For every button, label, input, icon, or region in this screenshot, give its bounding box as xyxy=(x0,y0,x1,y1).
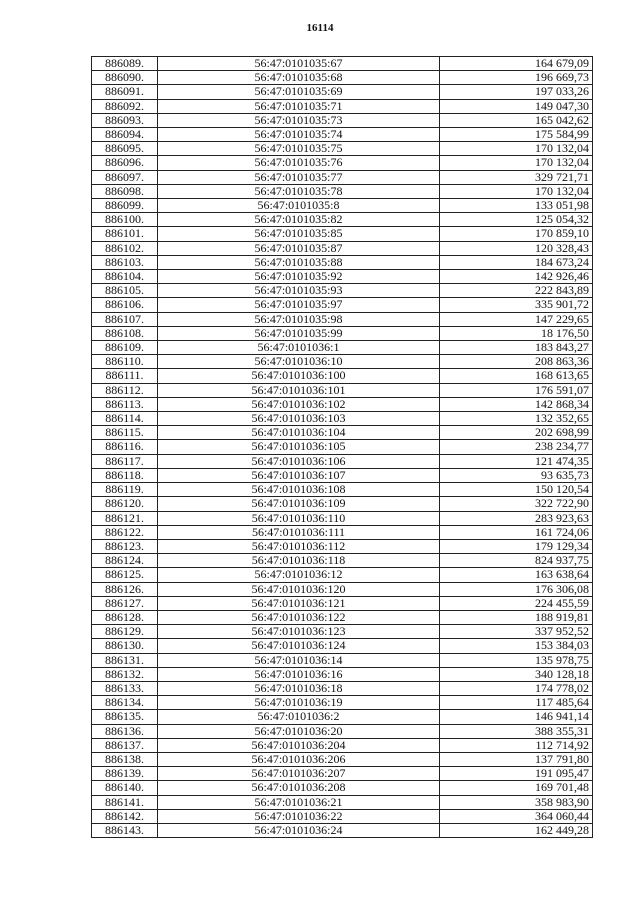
cadastral-value-cell: 188 919,81 xyxy=(440,610,593,624)
table-row xyxy=(92,681,593,695)
cadastral-value-cell: 163 638,64 xyxy=(440,568,593,582)
cadastral-value-cell: 202 698,99 xyxy=(440,426,593,440)
cadastral-value-cell: 147 229,65 xyxy=(440,312,593,326)
row-number-cell: 886100. xyxy=(92,213,158,227)
row-number-cell: 886139. xyxy=(92,767,158,781)
cadastral-value-cell: 142 868,34 xyxy=(440,397,593,411)
row-number-cell: 886112. xyxy=(92,383,158,397)
table-row xyxy=(92,369,593,383)
cadastral-number-cell: 56:47:0101036:16 xyxy=(158,667,440,681)
cadastral-value-cell: 197 033,26 xyxy=(440,85,593,99)
table-row xyxy=(92,284,593,298)
table-row xyxy=(92,539,593,553)
cadastral-number-cell: 56:47:0101036:22 xyxy=(158,809,440,823)
cadastral-number-cell: 56:47:0101036:118 xyxy=(158,554,440,568)
cadastral-value-cell: 137 791,80 xyxy=(440,752,593,766)
cadastral-value-cell: 824 937,75 xyxy=(440,554,593,568)
cadastral-value-cell: 168 613,65 xyxy=(440,369,593,383)
cadastral-value-cell: 191 095,47 xyxy=(440,767,593,781)
row-number-cell: 886143. xyxy=(92,823,158,837)
table-row xyxy=(92,511,593,525)
cadastral-number-cell: 56:47:0101036:101 xyxy=(158,383,440,397)
cadastral-value-cell: 133 051,98 xyxy=(440,199,593,213)
table-row xyxy=(92,184,593,198)
cadastral-number-cell: 56:47:0101036:122 xyxy=(158,610,440,624)
cadastral-value-cell: 170 132,04 xyxy=(440,142,593,156)
row-number-cell: 886093. xyxy=(92,113,158,127)
cadastral-number-cell: 56:47:0101035:85 xyxy=(158,227,440,241)
cadastral-number-cell: 56:47:0101035:78 xyxy=(158,184,440,198)
row-number-cell: 886141. xyxy=(92,795,158,809)
table-row xyxy=(92,653,593,667)
cadastral-number-cell: 56:47:0101036:20 xyxy=(158,724,440,738)
cadastral-value-cell: 120 328,43 xyxy=(440,241,593,255)
cadastral-number-cell: 56:47:0101035:93 xyxy=(158,284,440,298)
cadastral-number-cell: 56:47:0101036:121 xyxy=(158,596,440,610)
cadastral-number-cell: 56:47:0101035:76 xyxy=(158,156,440,170)
table-row xyxy=(92,781,593,795)
row-number-cell: 886097. xyxy=(92,170,158,184)
cadastral-value-cell: 170 132,04 xyxy=(440,156,593,170)
row-number-cell: 886113. xyxy=(92,397,158,411)
cadastral-number-cell: 56:47:0101035:75 xyxy=(158,142,440,156)
row-number-cell: 886142. xyxy=(92,809,158,823)
cadastral-number-cell: 56:47:0101036:100 xyxy=(158,369,440,383)
cadastral-value-cell: 93 635,73 xyxy=(440,468,593,482)
cadastral-number-cell: 56:47:0101036:108 xyxy=(158,483,440,497)
cadastral-value-cell: 183 843,27 xyxy=(440,341,593,355)
row-number-cell: 886140. xyxy=(92,781,158,795)
cadastral-number-cell: 56:47:0101036:21 xyxy=(158,795,440,809)
table-row xyxy=(92,85,593,99)
cadastral-value-cell: 162 449,28 xyxy=(440,823,593,837)
table-row xyxy=(92,412,593,426)
table-row xyxy=(92,525,593,539)
cadastral-value-cell: 112 714,92 xyxy=(440,738,593,752)
table-row xyxy=(92,255,593,269)
table-row xyxy=(92,312,593,326)
cadastral-number-cell: 56:47:0101036:104 xyxy=(158,426,440,440)
table-row xyxy=(92,113,593,127)
cadastral-value-cell: 169 701,48 xyxy=(440,781,593,795)
cadastral-number-cell: 56:47:0101035:71 xyxy=(158,99,440,113)
cadastral-value-cell: 196 669,73 xyxy=(440,71,593,85)
table-row xyxy=(92,667,593,681)
table-row xyxy=(92,596,593,610)
table-row xyxy=(92,610,593,624)
cadastral-value-cell: 18 176,50 xyxy=(440,326,593,340)
row-number-cell: 886121. xyxy=(92,511,158,525)
cadastral-value-cell: 337 952,52 xyxy=(440,625,593,639)
table-row xyxy=(92,227,593,241)
table-row xyxy=(92,767,593,781)
cadastral-number-cell: 56:47:0101036:123 xyxy=(158,625,440,639)
table-row xyxy=(92,199,593,213)
row-number-cell: 886137. xyxy=(92,738,158,752)
table-row xyxy=(92,326,593,340)
table-row xyxy=(92,156,593,170)
row-number-cell: 886111. xyxy=(92,369,158,383)
cadastral-number-cell: 56:47:0101035:73 xyxy=(158,113,440,127)
table-row xyxy=(92,355,593,369)
cadastral-value-cell: 121 474,35 xyxy=(440,454,593,468)
cadastral-number-cell: 56:47:0101036:206 xyxy=(158,752,440,766)
table-row xyxy=(92,483,593,497)
table-row xyxy=(92,710,593,724)
row-number-cell: 886114. xyxy=(92,412,158,426)
cadastral-value-cell: 322 722,90 xyxy=(440,497,593,511)
cadastral-number-cell: 56:47:0101036:24 xyxy=(158,823,440,837)
cadastral-number-cell: 56:47:0101036:109 xyxy=(158,497,440,511)
cadastral-value-cell: 117 485,64 xyxy=(440,696,593,710)
row-number-cell: 886123. xyxy=(92,539,158,553)
table-row xyxy=(92,241,593,255)
table-row xyxy=(92,738,593,752)
row-number-cell: 886102. xyxy=(92,241,158,255)
cadastral-number-cell: 56:47:0101036:106 xyxy=(158,454,440,468)
row-number-cell: 886117. xyxy=(92,454,158,468)
cadastral-number-cell: 56:47:0101035:82 xyxy=(158,213,440,227)
cadastral-value-cell: 135 978,75 xyxy=(440,653,593,667)
cadastral-number-cell: 56:47:0101036:112 xyxy=(158,539,440,553)
table-row xyxy=(92,142,593,156)
table-row xyxy=(92,213,593,227)
table-row xyxy=(92,696,593,710)
cadastral-value-cell: 125 054,32 xyxy=(440,213,593,227)
table-row xyxy=(92,625,593,639)
row-number-cell: 886127. xyxy=(92,596,158,610)
table-row xyxy=(92,128,593,142)
row-number-cell: 886116. xyxy=(92,440,158,454)
table-row xyxy=(92,468,593,482)
row-number-cell: 886135. xyxy=(92,710,158,724)
cadastral-value-cell: 132 352,65 xyxy=(440,412,593,426)
table-row xyxy=(92,454,593,468)
table-row xyxy=(92,568,593,582)
row-number-cell: 886133. xyxy=(92,681,158,695)
cadastral-value-cell: 222 843,89 xyxy=(440,284,593,298)
cadastral-value-cell: 364 060,44 xyxy=(440,809,593,823)
cadastral-value-cell: 149 047,30 xyxy=(440,99,593,113)
table-row xyxy=(92,823,593,837)
cadastral-number-cell: 56:47:0101036:107 xyxy=(158,468,440,482)
cadastral-number-cell: 56:47:0101036:120 xyxy=(158,582,440,596)
cadastral-number-cell: 56:47:0101036:102 xyxy=(158,397,440,411)
cadastral-value-cell: 170 859,10 xyxy=(440,227,593,241)
table-row xyxy=(92,298,593,312)
cadastral-number-cell: 56:47:0101036:1 xyxy=(158,341,440,355)
row-number-cell: 886104. xyxy=(92,270,158,284)
cadastral-number-cell: 56:47:0101035:67 xyxy=(158,57,440,71)
cadastral-value-cell: 238 234,77 xyxy=(440,440,593,454)
row-number-cell: 886091. xyxy=(92,85,158,99)
cadastral-value-cell: 146 941,14 xyxy=(440,710,593,724)
cadastral-number-cell: 56:47:0101035:74 xyxy=(158,128,440,142)
table-row xyxy=(92,497,593,511)
cadastral-number-cell: 56:47:0101035:98 xyxy=(158,312,440,326)
row-number-cell: 886106. xyxy=(92,298,158,312)
table-row xyxy=(92,795,593,809)
cadastral-value-cell: 208 863,36 xyxy=(440,355,593,369)
row-number-cell: 886118. xyxy=(92,468,158,482)
cadastral-value-cell: 174 778,02 xyxy=(440,681,593,695)
row-number-cell: 886128. xyxy=(92,610,158,624)
cadastral-value-cell: 388 355,31 xyxy=(440,724,593,738)
table-row xyxy=(92,639,593,653)
cadastral-value-cell: 358 983,90 xyxy=(440,795,593,809)
cadastral-number-cell: 56:47:0101036:103 xyxy=(158,412,440,426)
cadastral-value-cell: 142 926,46 xyxy=(440,270,593,284)
row-number-cell: 886120. xyxy=(92,497,158,511)
row-number-cell: 886101. xyxy=(92,227,158,241)
cadastral-number-cell: 56:47:0101035:97 xyxy=(158,298,440,312)
cadastral-number-cell: 56:47:0101036:10 xyxy=(158,355,440,369)
row-number-cell: 886094. xyxy=(92,128,158,142)
row-number-cell: 886089. xyxy=(92,57,158,71)
row-number-cell: 886090. xyxy=(92,71,158,85)
row-number-cell: 886134. xyxy=(92,696,158,710)
cadastral-number-cell: 56:47:0101035:69 xyxy=(158,85,440,99)
cadastral-number-cell: 56:47:0101036:208 xyxy=(158,781,440,795)
row-number-cell: 886105. xyxy=(92,284,158,298)
row-number-cell: 886125. xyxy=(92,568,158,582)
cadastral-number-cell: 56:47:0101036:111 xyxy=(158,525,440,539)
cadastral-value-table xyxy=(91,56,593,838)
row-number-cell: 886092. xyxy=(92,99,158,113)
cadastral-value-cell: 329 721,71 xyxy=(440,170,593,184)
cadastral-number-cell: 56:47:0101036:204 xyxy=(158,738,440,752)
row-number-cell: 886110. xyxy=(92,355,158,369)
row-number-cell: 886115. xyxy=(92,426,158,440)
cadastral-number-cell: 56:47:0101036:19 xyxy=(158,696,440,710)
row-number-cell: 886129. xyxy=(92,625,158,639)
table-row xyxy=(92,270,593,284)
cadastral-number-cell: 56:47:0101036:14 xyxy=(158,653,440,667)
cadastral-number-cell: 56:47:0101036:2 xyxy=(158,710,440,724)
row-number-cell: 886119. xyxy=(92,483,158,497)
row-number-cell: 886126. xyxy=(92,582,158,596)
table-row xyxy=(92,752,593,766)
cadastral-number-cell: 56:47:0101035:68 xyxy=(158,71,440,85)
cadastral-value-cell: 165 042,62 xyxy=(440,113,593,127)
row-number-cell: 886096. xyxy=(92,156,158,170)
cadastral-number-cell: 56:47:0101035:99 xyxy=(158,326,440,340)
table-row xyxy=(92,383,593,397)
cadastral-number-cell: 56:47:0101035:77 xyxy=(158,170,440,184)
cadastral-number-cell: 56:47:0101036:12 xyxy=(158,568,440,582)
table-row xyxy=(92,554,593,568)
row-number-cell: 886103. xyxy=(92,255,158,269)
row-number-cell: 886136. xyxy=(92,724,158,738)
row-number-cell: 886107. xyxy=(92,312,158,326)
table-body xyxy=(92,57,593,838)
cadastral-number-cell: 56:47:0101035:92 xyxy=(158,270,440,284)
cadastral-value-cell: 224 455,59 xyxy=(440,596,593,610)
row-number-cell: 886138. xyxy=(92,752,158,766)
cadastral-number-cell: 56:47:0101036:207 xyxy=(158,767,440,781)
row-number-cell: 886095. xyxy=(92,142,158,156)
table-row xyxy=(92,57,593,71)
cadastral-value-cell: 150 120,54 xyxy=(440,483,593,497)
cadastral-value-cell: 170 132,04 xyxy=(440,184,593,198)
table-row xyxy=(92,397,593,411)
row-number-cell: 886124. xyxy=(92,554,158,568)
cadastral-value-cell: 335 901,72 xyxy=(440,298,593,312)
table-row xyxy=(92,724,593,738)
table-row xyxy=(92,341,593,355)
cadastral-value-cell: 153 384,03 xyxy=(440,639,593,653)
row-number-cell: 886132. xyxy=(92,667,158,681)
cadastral-number-cell: 56:47:0101035:87 xyxy=(158,241,440,255)
table-row xyxy=(92,440,593,454)
cadastral-value-cell: 161 724,06 xyxy=(440,525,593,539)
row-number-cell: 886108. xyxy=(92,326,158,340)
table-row xyxy=(92,426,593,440)
cadastral-number-cell: 56:47:0101036:110 xyxy=(158,511,440,525)
cadastral-value-cell: 340 128,18 xyxy=(440,667,593,681)
table-row xyxy=(92,170,593,184)
cadastral-value-cell: 176 591,07 xyxy=(440,383,593,397)
cadastral-number-cell: 56:47:0101035:88 xyxy=(158,255,440,269)
cadastral-value-cell: 175 584,99 xyxy=(440,128,593,142)
row-number-cell: 886122. xyxy=(92,525,158,539)
table-row xyxy=(92,71,593,85)
row-number-cell: 886098. xyxy=(92,184,158,198)
cadastral-number-cell: 56:47:0101036:18 xyxy=(158,681,440,695)
cadastral-value-cell: 176 306,08 xyxy=(440,582,593,596)
cadastral-value-cell: 283 923,63 xyxy=(440,511,593,525)
cadastral-number-cell: 56:47:0101036:124 xyxy=(158,639,440,653)
cadastral-value-cell: 164 679,09 xyxy=(440,57,593,71)
row-number-cell: 886099. xyxy=(92,199,158,213)
cadastral-value-cell: 179 129,34 xyxy=(440,539,593,553)
page-number: 16114 xyxy=(306,22,334,34)
row-number-cell: 886131. xyxy=(92,653,158,667)
cadastral-number-cell: 56:47:0101035:8 xyxy=(158,199,440,213)
row-number-cell: 886130. xyxy=(92,639,158,653)
table-row xyxy=(92,809,593,823)
table-row xyxy=(92,99,593,113)
table-row xyxy=(92,582,593,596)
cadastral-number-cell: 56:47:0101036:105 xyxy=(158,440,440,454)
row-number-cell: 886109. xyxy=(92,341,158,355)
cadastral-value-cell: 184 673,24 xyxy=(440,255,593,269)
